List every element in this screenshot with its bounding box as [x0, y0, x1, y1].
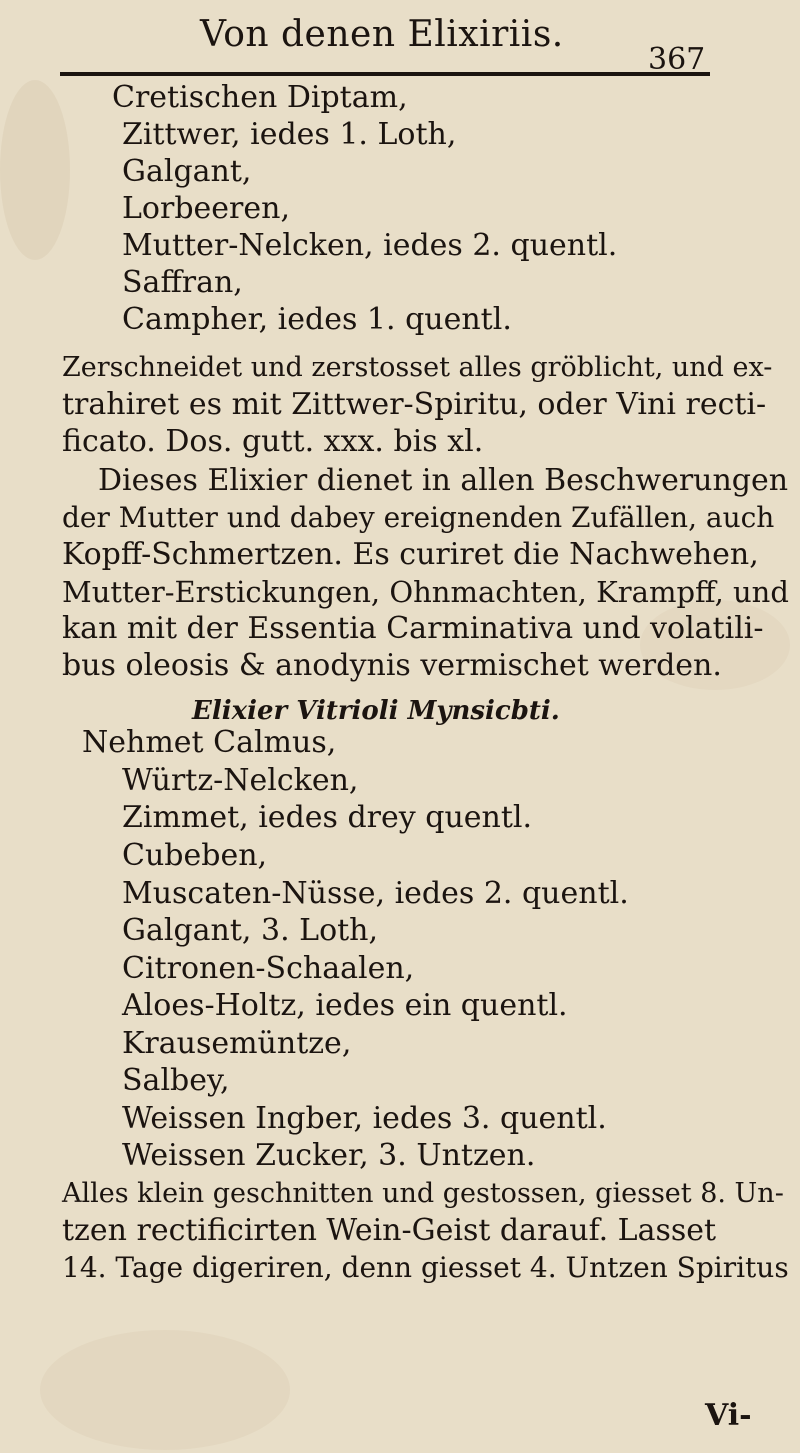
text-line: Cretischen Diptam, [112, 80, 408, 115]
text-line: Galgant, 3. Loth, [122, 913, 379, 948]
text-line: Lorbeeren, [122, 191, 290, 226]
text-line: 14. Tage digeriren, denn giesset 4. Untzen Spiritus [62, 1251, 789, 1284]
text-line: Weissen Zucker, 3. Untzen. [122, 1138, 536, 1173]
text-line: Krausemüntze, [122, 1026, 352, 1061]
text-line: Kopff-Schmertzen. Es curiret die Nachwehen, [62, 537, 759, 572]
text-line: Zimmet, iedes drey quentl. [122, 800, 533, 835]
text-line: ficato. Dos. gutt. xxx. bis xl. [62, 424, 484, 459]
section-heading: Elixier Vitrioli Mynsicbti. [192, 696, 560, 726]
header-rule [60, 72, 710, 76]
text-line: Cubeben, [122, 838, 268, 873]
page-header [0, 0, 800, 80]
text-line: Campher, iedes 1. quentl. [122, 302, 512, 337]
text-line: kan mit der Essentia Carminativa und volatili- [62, 611, 764, 646]
text-line: Saffran, [122, 265, 243, 300]
text-line: Mutter-Nelcken, iedes 2. quentl. [122, 228, 618, 263]
text-line: Dieses Elixier dienet in allen Beschwerungen [98, 463, 789, 498]
text-line: Muscaten-Nüsse, iedes 2. quentl. [122, 876, 629, 911]
text-line: Würtz-Nelcken, [122, 763, 359, 798]
text-line: trahiret es mit Zittwer-Spiritu, oder Vini recti- [62, 387, 767, 422]
text-line: Zittwer, iedes 1. Loth, [122, 117, 457, 152]
text-line: Mutter-Erstickungen, Ohnmachten, Krampff, und [62, 575, 789, 609]
text-line: Alles klein geschnitten und gestossen, giesset 8. Un- [62, 1178, 784, 1209]
text-line: bus oleosis & anodynis vermischet werden. [62, 648, 722, 683]
text-line: Nehmet Calmus, [82, 725, 337, 760]
paper-stain [0, 80, 70, 260]
text-line: Galgant, [122, 154, 252, 189]
text-line: Aloes-Holtz, iedes ein quentl. [122, 988, 568, 1023]
catchword: Vi- [705, 1398, 752, 1433]
text-line: Salbey, [122, 1063, 230, 1098]
text-line: Zerschneidet und zerstosset alles gröblicht, und ex- [62, 352, 773, 383]
paper-stain [40, 1330, 290, 1450]
running-head: Von denen Elixiriis. [200, 14, 564, 55]
text-line: Weissen Ingber, iedes 3. quentl. [122, 1101, 607, 1136]
text-line: tzen rectificirten Wein-Geist darauf. Lasset [62, 1213, 717, 1248]
page-number: 367 [648, 42, 706, 77]
text-line: Citronen-Schaalen, [122, 951, 415, 986]
text-line: der Mutter und dabey ereignenden Zufällen, auch [62, 501, 775, 534]
